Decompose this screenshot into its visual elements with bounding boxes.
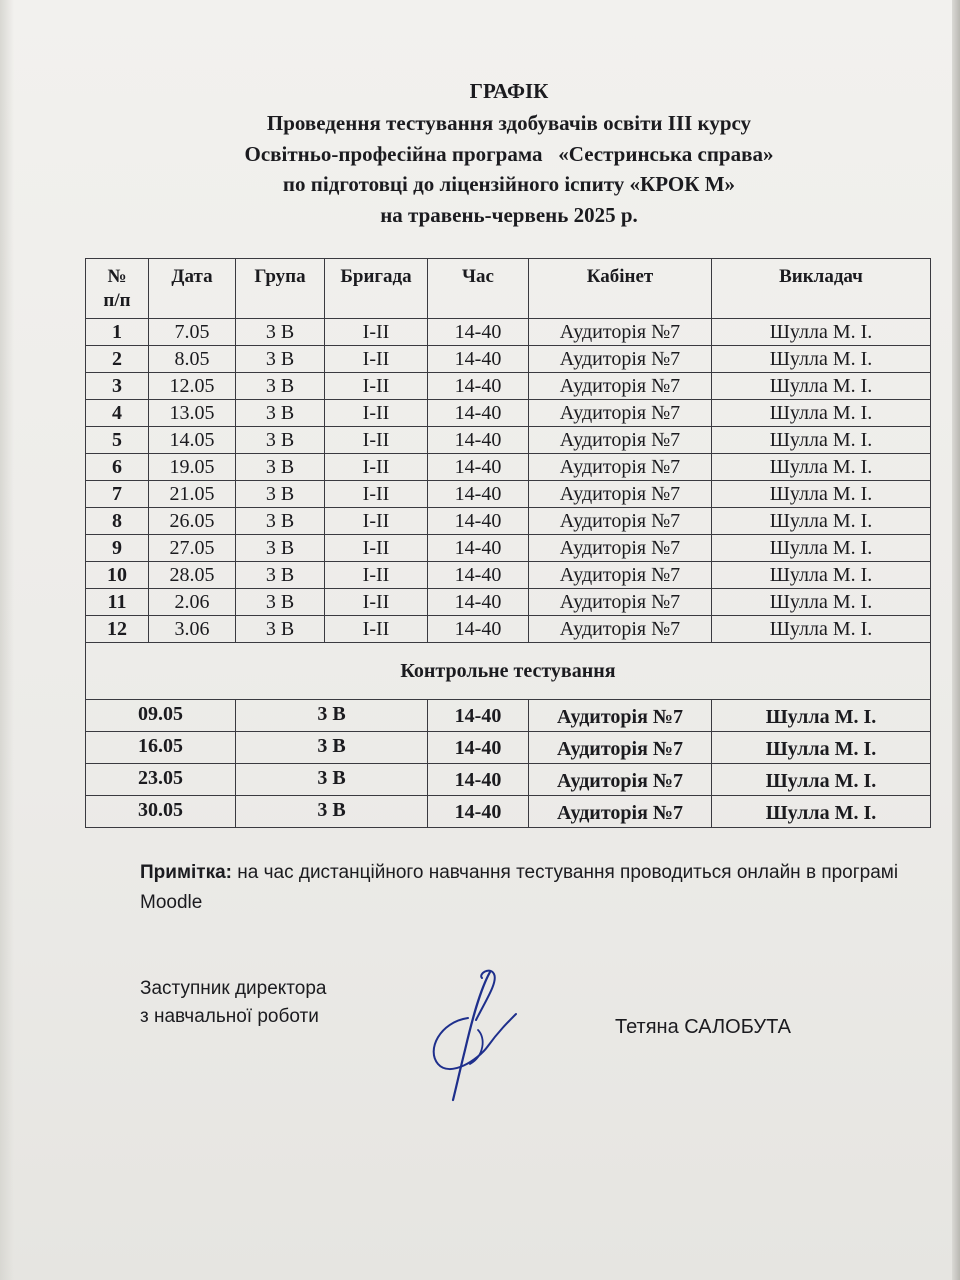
control-room-cell: Аудиторія №7 bbox=[529, 732, 712, 764]
control-teacher-cell: Шулла М. І. bbox=[712, 796, 931, 828]
row-brigade-cell: І-ІІ bbox=[325, 454, 428, 481]
row-teacher-cell: Шулла М. І. bbox=[712, 346, 931, 373]
row-brigade-cell: І-ІІ bbox=[325, 319, 428, 346]
row-number-cell: 12 bbox=[86, 616, 149, 643]
note-text: на час дистанційного навчання тестування проводиться онлайн в програмі Moodle bbox=[140, 862, 899, 913]
control-time-cell: 14-40 bbox=[428, 700, 529, 732]
column-header-date: Дата bbox=[149, 259, 236, 319]
control-table-row bbox=[86, 796, 931, 828]
table-row bbox=[86, 346, 931, 373]
document-subtitle-line-4: на травень-червень 2025 р. bbox=[380, 203, 638, 227]
row-brigade-cell: І-ІІ bbox=[325, 400, 428, 427]
row-date-cell: 2.06 bbox=[149, 589, 236, 616]
row-brigade-cell: І-ІІ bbox=[325, 616, 428, 643]
control-date-cell: 09.05 bbox=[86, 700, 236, 732]
row-room-cell: Аудиторія №7 bbox=[529, 562, 712, 589]
control-section-row bbox=[86, 643, 931, 700]
row-room-cell: Аудиторія №7 bbox=[529, 481, 712, 508]
column-header-teacher: Викладач bbox=[712, 259, 931, 319]
row-time-cell: 14-40 bbox=[428, 427, 529, 454]
row-time-cell: 14-40 bbox=[428, 535, 529, 562]
control-group-cell: 3 В bbox=[236, 732, 428, 764]
row-number-cell: 1 bbox=[86, 319, 149, 346]
row-date-cell: 8.05 bbox=[149, 346, 236, 373]
table-row bbox=[86, 508, 931, 535]
document-subtitle-line-3: по підготовці до ліцензійного іспиту «КРОК М» bbox=[282, 172, 736, 196]
row-brigade-cell: І-ІІ bbox=[325, 589, 428, 616]
row-group-cell: 3 В bbox=[236, 373, 325, 400]
row-room-cell: Аудиторія №7 bbox=[529, 535, 712, 562]
row-room-cell: Аудиторія №7 bbox=[529, 346, 712, 373]
row-time-cell: 14-40 bbox=[428, 454, 529, 481]
table-row bbox=[86, 481, 931, 508]
row-time-cell: 14-40 bbox=[428, 481, 529, 508]
signer-position bbox=[140, 975, 327, 1031]
row-time-cell: 14-40 bbox=[428, 400, 529, 427]
row-group-cell: 3 В bbox=[236, 535, 325, 562]
table-row bbox=[86, 373, 931, 400]
row-room-cell: Аудиторія №7 bbox=[529, 454, 712, 481]
column-header-room: Кабінет bbox=[529, 259, 712, 319]
row-teacher-cell: Шулла М. І. bbox=[712, 589, 931, 616]
row-date-cell: 26.05 bbox=[149, 508, 236, 535]
control-teacher-cell: Шулла М. І. bbox=[712, 764, 931, 796]
row-date-cell: 7.05 bbox=[149, 319, 236, 346]
row-number-cell: 10 bbox=[86, 562, 149, 589]
row-teacher-cell: Шулла М. І. bbox=[712, 508, 931, 535]
control-date-cell: 30.05 bbox=[86, 796, 236, 828]
row-teacher-cell: Шулла М. І. bbox=[712, 481, 931, 508]
row-date-cell: 12.05 bbox=[149, 373, 236, 400]
row-time-cell: 14-40 bbox=[428, 616, 529, 643]
row-brigade-cell: І-ІІ bbox=[325, 508, 428, 535]
row-group-cell: 3 В bbox=[236, 427, 325, 454]
row-number-cell: 7 bbox=[86, 481, 149, 508]
signer-position-line-1: Заступник директора bbox=[140, 978, 327, 999]
row-number-cell: 3 bbox=[86, 373, 149, 400]
table-row bbox=[86, 535, 931, 562]
note-block bbox=[140, 858, 900, 918]
row-number-cell: 6 bbox=[86, 454, 149, 481]
row-date-cell: 19.05 bbox=[149, 454, 236, 481]
row-date-cell: 13.05 bbox=[149, 400, 236, 427]
control-section-title: Контрольне тестування bbox=[86, 643, 931, 700]
control-time-cell: 14-40 bbox=[428, 764, 529, 796]
control-room-cell: Аудиторія №7 bbox=[529, 764, 712, 796]
column-header-group: Група bbox=[236, 259, 325, 319]
row-teacher-cell: Шулла М. І. bbox=[712, 319, 931, 346]
row-number-cell: 11 bbox=[86, 589, 149, 616]
row-number-cell: 8 bbox=[86, 508, 149, 535]
table-row bbox=[86, 589, 931, 616]
row-number-cell: 5 bbox=[86, 427, 149, 454]
row-group-cell: 3 В bbox=[236, 319, 325, 346]
control-table-row bbox=[86, 764, 931, 796]
row-brigade-cell: І-ІІ bbox=[325, 427, 428, 454]
control-table-row bbox=[86, 700, 931, 732]
row-teacher-cell: Шулла М. І. bbox=[712, 616, 931, 643]
row-room-cell: Аудиторія №7 bbox=[529, 400, 712, 427]
control-time-cell: 14-40 bbox=[428, 732, 529, 764]
row-group-cell: 3 В bbox=[236, 562, 325, 589]
row-room-cell: Аудиторія №7 bbox=[529, 373, 712, 400]
document-title: ГРАФІК bbox=[469, 79, 549, 103]
row-room-cell: Аудиторія №7 bbox=[529, 319, 712, 346]
table-row bbox=[86, 319, 931, 346]
row-brigade-cell: І-ІІ bbox=[325, 346, 428, 373]
control-room-cell: Аудиторія №7 bbox=[529, 700, 712, 732]
control-room-cell: Аудиторія №7 bbox=[529, 796, 712, 828]
row-time-cell: 14-40 bbox=[428, 319, 529, 346]
row-number-cell: 9 bbox=[86, 535, 149, 562]
row-group-cell: 3 В bbox=[236, 454, 325, 481]
control-group-cell: 3 В bbox=[236, 796, 428, 828]
row-room-cell: Аудиторія №7 bbox=[529, 589, 712, 616]
control-teacher-cell: Шулла М. І. bbox=[712, 732, 931, 764]
row-time-cell: 14-40 bbox=[428, 373, 529, 400]
row-brigade-cell: І-ІІ bbox=[325, 481, 428, 508]
row-group-cell: 3 В bbox=[236, 400, 325, 427]
row-room-cell: Аудиторія №7 bbox=[529, 427, 712, 454]
table-row bbox=[86, 400, 931, 427]
row-date-cell: 21.05 bbox=[149, 481, 236, 508]
control-group-cell: 3 В bbox=[236, 764, 428, 796]
note-label: Примітка: bbox=[140, 862, 232, 883]
control-date-cell: 23.05 bbox=[86, 764, 236, 796]
row-group-cell: 3 В bbox=[236, 481, 325, 508]
row-teacher-cell: Шулла М. І. bbox=[712, 562, 931, 589]
row-time-cell: 14-40 bbox=[428, 346, 529, 373]
row-teacher-cell: Шулла М. І. bbox=[712, 535, 931, 562]
table-row bbox=[86, 616, 931, 643]
row-date-cell: 14.05 bbox=[149, 427, 236, 454]
row-time-cell: 14-40 bbox=[428, 589, 529, 616]
row-number-cell: 2 bbox=[86, 346, 149, 373]
row-teacher-cell: Шулла М. І. bbox=[712, 427, 931, 454]
row-teacher-cell: Шулла М. І. bbox=[712, 373, 931, 400]
control-time-cell: 14-40 bbox=[428, 796, 529, 828]
row-room-cell: Аудиторія №7 bbox=[529, 616, 712, 643]
row-teacher-cell: Шулла М. І. bbox=[712, 400, 931, 427]
row-teacher-cell: Шулла М. І. bbox=[712, 454, 931, 481]
row-room-cell: Аудиторія №7 bbox=[529, 508, 712, 535]
row-brigade-cell: І-ІІ bbox=[325, 535, 428, 562]
control-table-row bbox=[86, 732, 931, 764]
signer-position-line-2: з навчальної роботи bbox=[140, 1006, 319, 1027]
signer-name: Тетяна САЛОБУТА bbox=[615, 1016, 791, 1038]
control-teacher-cell: Шулла М. І. bbox=[712, 700, 931, 732]
document-subtitle-line-1: Проведення тестування здобувачів освіти ІІІ курсу bbox=[266, 111, 752, 135]
row-time-cell: 14-40 bbox=[428, 562, 529, 589]
row-group-cell: 3 В bbox=[236, 508, 325, 535]
row-brigade-cell: І-ІІ bbox=[325, 373, 428, 400]
column-header-brigade: Бригада bbox=[325, 259, 428, 319]
row-group-cell: 3 В bbox=[236, 346, 325, 373]
row-number-cell: 4 bbox=[86, 400, 149, 427]
row-group-cell: 3 В bbox=[236, 616, 325, 643]
schedule-table bbox=[85, 258, 931, 828]
table-row bbox=[86, 454, 931, 481]
row-date-cell: 27.05 bbox=[149, 535, 236, 562]
handwritten-signature bbox=[420, 960, 530, 1105]
document-subtitle-line-2: Освітньо-професійна програма «Сестринська справа» bbox=[244, 142, 774, 166]
table-header-row bbox=[86, 259, 931, 319]
row-date-cell: 28.05 bbox=[149, 562, 236, 589]
row-date-cell: 3.06 bbox=[149, 616, 236, 643]
column-header-number: № п/п bbox=[86, 259, 149, 319]
row-brigade-cell: І-ІІ bbox=[325, 562, 428, 589]
control-date-cell: 16.05 bbox=[86, 732, 236, 764]
row-group-cell: 3 В bbox=[236, 589, 325, 616]
schedule-body bbox=[86, 319, 931, 828]
row-time-cell: 14-40 bbox=[428, 508, 529, 535]
control-group-cell: 3 В bbox=[236, 700, 428, 732]
column-header-time: Час bbox=[428, 259, 529, 319]
table-row bbox=[86, 562, 931, 589]
table-row bbox=[86, 427, 931, 454]
